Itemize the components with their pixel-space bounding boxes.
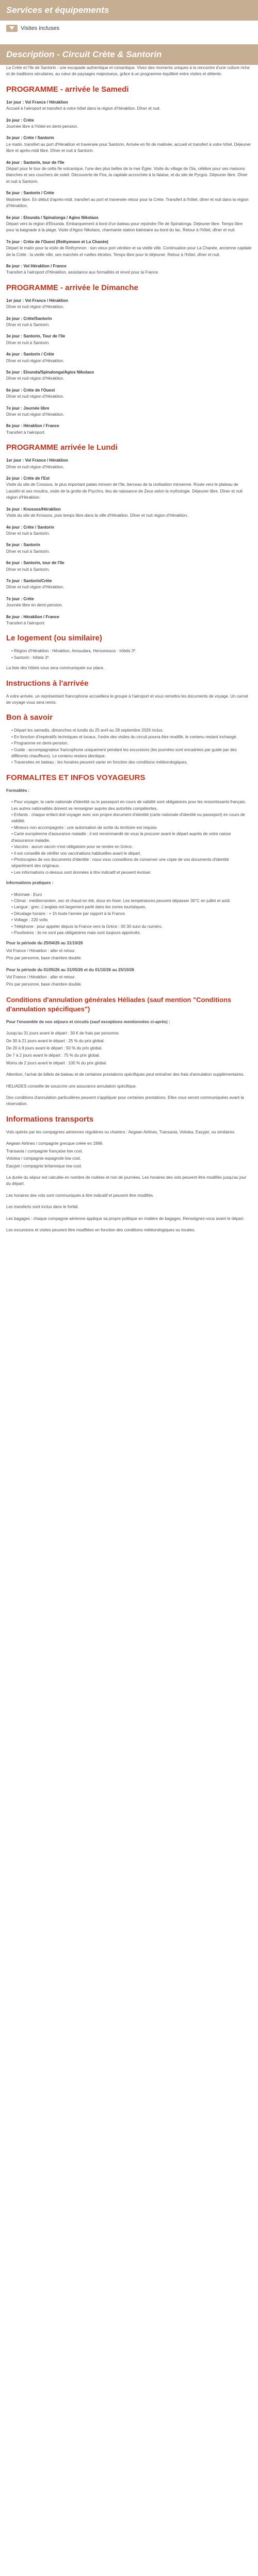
periode-text: Pour la période du 01/05/26 au 31/05/26 et du 01/10/26 au 25/10/26 — [6, 967, 135, 972]
day-text: Dîner et nuit région d'Héraklion. — [6, 464, 64, 469]
day-head: 8e jour : Héraklion / France — [6, 614, 59, 619]
day-head: 2e jour : Crète — [6, 117, 34, 123]
day-head: 8e jour : Vol Héraklion / France — [6, 263, 67, 268]
visits-toggle[interactable] — [0, 21, 258, 36]
day-head: 7e jour : Santorin/Crète — [6, 578, 52, 583]
page — [0, 0, 258, 1251]
intro-text: La Crète et l'île de Santorin : une escapade authentique et romantique. Vivez des moments uniques à la rencontre d'une culture riche et de traditions séculaires, au cœur de paysages majestueux, grâce à un programme équilibré entre visites et détente. — [6, 65, 250, 77]
day-text: Départ le matin pour la visite de Rethymnon : son vieux port vénitien et sa vieille ville. Continuation pour La Chanée, ancienne capitale de la Crète : la vieille ville, ses marchés et ruelles étroites. Temps libre pour le déjeuner. Retour à l'hôtel, dîner et nuit. — [6, 246, 252, 257]
list-item: • En fonction d'impératifs techniques et locaux, l'ordre des visites du circuit pourra être modifié, le contenu restant inchangé. — [11, 734, 252, 740]
logement-title: Le logement (ou similaire) — [6, 634, 102, 643]
day-item — [6, 476, 252, 501]
day-head: 3e jour : Crète / Santorin — [6, 135, 54, 141]
day-item — [6, 215, 252, 234]
annulation-text: Pour l'ensemble de nos séjours et circuits (sauf exceptions mentionnées ci-après) : — [6, 1019, 170, 1024]
annulation-title: Conditions d'annulation générales Héliades (sauf mention "Conditions d'annulation spécifiques") — [6, 995, 232, 1013]
day-text: Le matin, transfert au port d'Héraklion et traversée pour Santorin. Arrivée en fin de matinée, accueil et transfert à votre hôtel. Déjeuner libre et après-midi libre. Dîner et nuit à Santorin. — [6, 142, 251, 154]
day-text: Dîner et nuit région d'Héraklion. — [6, 412, 64, 417]
list-item: • Il est conseillé de vérifier vos vaccinations habituelles avant le départ. — [11, 851, 252, 857]
day-head: 4e jour : Santorin / Crète — [6, 352, 54, 357]
day-item — [6, 263, 252, 276]
day-text: Journée libre à l'hôtel en demi-pension. — [6, 124, 78, 129]
day-head: 1er jour : Vol France / Héraklion — [6, 298, 68, 303]
day-item — [6, 369, 252, 382]
list-item: • Départ les samedis, dimanches et lundis du 25 avril au 28 septembre 2026 inclus. — [11, 727, 252, 734]
periode-text: Prix par personne, base chambre double. — [6, 956, 82, 961]
day-item — [6, 333, 252, 346]
day-text: Dîner et nuit région d'Héraklion. — [6, 376, 64, 381]
day-head: 2e jour : Crète de l'Est — [6, 476, 50, 481]
day-text: Dîner et nuit à Santorin. — [6, 340, 50, 345]
day-head: 8e jour : Héraklion / France — [6, 423, 59, 429]
annulation-text: HELIADES conseille de souscrire une assurance annulation spécifique. — [6, 1083, 137, 1089]
programme-samedi — [6, 99, 252, 276]
list-item: • Santorin : hôtels 3*. — [11, 655, 252, 661]
formalites-list — [6, 799, 252, 876]
list-item: • Téléphone : pour appeler depuis la France vers la Grèce : 00 30 suivi du numéro. — [11, 924, 252, 930]
programme-samedi-title: PROGRAMME - arrivée le Samedi — [6, 84, 129, 94]
list-item: • Monnaie : Euro — [11, 892, 252, 898]
programme-lundi-title: PROGRAMME arrivée le Lundi — [6, 443, 118, 452]
day-head: 7e jour : Crète de l'Ouest (Rethymnon et La Chanée) — [6, 239, 108, 244]
list-item: • Vaccins : aucun vaccin n'est obligatoire pour se rendre en Grèce. — [11, 844, 252, 850]
day-head: 5e jour : Elounda/Spinalonga/Agios Nikolaos — [6, 370, 94, 375]
annulation-text: De 7 à 2 jours avant le départ : 75 % du prix global. — [6, 1053, 100, 1058]
day-item — [6, 596, 252, 609]
instructions-title: Instructions à l'arrivée — [6, 679, 89, 688]
bon-a-savoir-list — [6, 727, 252, 766]
periode-text: Pour la période du 25/04/26 au 31/10/26 — [6, 941, 83, 946]
day-head: 4e jour : Crète / Santorin — [6, 524, 54, 530]
transports-title: Informations transports — [6, 1114, 94, 1124]
chevron-down-icon — [6, 25, 18, 32]
programme-dimanche — [6, 298, 252, 436]
formalites-intro: Formalités : — [6, 788, 30, 793]
description-title: Description - Circuit Crète & Santorin — [0, 44, 258, 65]
day-head: 7e jour : Crète — [6, 596, 34, 601]
day-item — [6, 542, 252, 555]
day-item — [6, 239, 252, 258]
list-item: • Les informations ci-dessus sont données à titre indicatif et peuvent évoluer. — [11, 870, 252, 876]
transports-text: Easyjet / compagnie britannique low cost. — [6, 1163, 83, 1168]
list-item: • Photocopies de vos documents d'identité : nous vous conseillons de conserver une copie de vos documents d'identité séparément des originaux. — [11, 857, 252, 870]
periode-text: Vol France / Héraklion : aller et retour. — [6, 975, 76, 979]
programme-dimanche-title: PROGRAMME - arrivée le Dimanche — [6, 283, 138, 292]
day-item — [6, 117, 252, 130]
transports-block — [6, 1129, 252, 1233]
day-item — [6, 298, 252, 311]
day-text: Dîner et nuit à Santorin. — [6, 322, 50, 327]
programme-lundi — [6, 457, 252, 626]
annulation-block — [6, 1019, 252, 1108]
list-item: • Enfants : chaque enfant doit voyager avec son propre document d'identité (carte nationale d'identité ou passeport) en cours de validité. — [11, 812, 252, 825]
day-text: Journée libre en demi-pension. — [6, 603, 63, 608]
day-text: Dîner et nuit à Santorin. — [6, 531, 50, 536]
day-text: Dîner et nuit région d'Héraklion. — [6, 304, 64, 310]
day-item — [6, 457, 252, 470]
transports-text: Les excursions et visites peuvent être modifiées en fonction des conditions météorologiques ou locales. — [6, 1227, 196, 1232]
day-text: Dîner et nuit région d'Héraklion. — [6, 358, 64, 363]
day-text: Départ pour le tour de cette île volcanique, l'une des plus belles de la mer Égée. Visite du village de Oia, célèbre pour ses maisons blanches et ses couchers de soleil. Découverte de Fira, la capitale accrochée à la falaise, et du site de Pyrgos. Déjeuner libre. Dîner et nuit à Santorin. — [6, 166, 248, 184]
instructions-text: A votre arrivée, un représentant francophone accueillera le groupe à l'aéroport et vous remettra les documents de voyage. Un carnet de voyage vous sera remis. — [6, 693, 248, 705]
transports-text: Transavia / compagnie française low cost. — [6, 1148, 83, 1154]
day-head: 1er jour : Vol France / Héraklion — [6, 99, 68, 105]
description-content — [0, 65, 258, 1251]
infos-pratiques-list — [6, 892, 252, 937]
list-item: • Voltage : 220 volts — [11, 917, 252, 923]
list-item: • Traversées en bateau : les horaires peuvent varier en fonction des conditions météorologiques. — [11, 759, 252, 766]
day-item — [6, 387, 252, 400]
day-text: Dîner et nuit à Santorin. — [6, 549, 50, 554]
day-text: Départ vers la région d'Elounda. Embarquement à bord d'un bateau pour rejoindre l'île de Spinalonga. Déjeuner libre. Temps libre pour la baignade à la plage. Visite d'Agios Nikolaos, charmante station balnéaire au bord du lac. Retour à l'hôtel, dîner et nuit. — [6, 221, 243, 233]
infos-pratiques-title: Informations pratiques : — [6, 880, 54, 886]
services-title: Services et équipements — [0, 0, 258, 21]
transports-text: La durée du séjour est calculée en nombre de nuitées et non de journées. Les horaires des vols peuvent être modifiés jusqu'au jour du départ. — [6, 1175, 247, 1187]
bottom-spacer — [6, 1239, 252, 1251]
annulation-text: Jusqu'au 31 jours avant le départ : 30 € de frais par personne. — [6, 1031, 120, 1036]
bon-a-savoir-title: Bon à savoir — [6, 713, 53, 722]
day-text: Visite du site de Cnossos, le plus important palais minoen de l'île, berceau de la civilisation minoenne. Route vers le plateau de Lassithi et ses moulins, visite de la grotte de Psychro, lieu de naissance de Zeus selon la mythologie. Déjeuner libre. Dîner et nuit région d'Héraklion. — [6, 482, 243, 500]
day-item — [6, 506, 252, 519]
day-item — [6, 524, 252, 537]
formalites-title: FORMALITES ET INFOS VOYAGEURS — [6, 773, 146, 782]
day-item — [6, 405, 252, 418]
day-head: 5e jour : Santorin — [6, 543, 40, 548]
day-head: 7e jour : Journée libre — [6, 405, 50, 411]
periode-text: Vol France / Héraklion : aller et retour. — [6, 948, 76, 953]
periode-text: Prix par personne, base chambre double. — [6, 982, 82, 987]
transports-text: Volotea / compagnie espagnole low cost. — [6, 1156, 81, 1161]
day-head: 2e jour : Crète/Santorin — [6, 316, 52, 321]
transports-text: Les transferts sont inclus dans le forfait. — [6, 1205, 79, 1210]
day-text: Matinée libre. En début d'après-midi, transfert au port et traversée retour pour la Crète. Transfert à l'hôtel, dîner et nuit dans la région d'Héraklion. — [6, 197, 249, 209]
logement-list — [6, 648, 252, 661]
day-text: Transfert à l'aéroport. — [6, 430, 45, 435]
day-text: Dîner et nuit région d'Héraklion. — [6, 585, 64, 590]
day-item — [6, 351, 252, 364]
list-item: • Programme en demi-pension. — [11, 740, 252, 747]
day-head: 6e jour : Santorin, tour de l'île — [6, 561, 64, 566]
transports-text: Aegean Airlines / compagnie grecque créée en 1999. — [6, 1141, 104, 1146]
list-item: • Pour voyager, la carte nationale d'identité ou le passeport en cours de validité sont obligatoires pour les ressortissants français. Les autres nationalités doivent se renseigner auprès des autorités compétentes. — [11, 799, 252, 812]
day-item — [6, 135, 252, 154]
day-head: 6e jour : Crète de l'Ouest — [6, 387, 55, 393]
list-item: • Pourboires : ils ne sont pas obligatoires mais sont toujours appréciés. — [11, 930, 252, 936]
transports-text: Les bagages : chaque compagnie aérienne applique sa propre politique en matière de bagages. Renseignez-vous avant le départ. — [6, 1216, 245, 1221]
annulation-text: De 20 à 8 jours avant le départ : 50 % du prix global. — [6, 1046, 103, 1051]
day-item — [6, 578, 252, 591]
list-item: • Mineurs non accompagnés : une autorisation de sortie du territoire est requise. — [11, 825, 252, 831]
transports-text: Vols opérés par les compagnies aériennes régulières ou charters : Aegean Airlines, Transavia, Volotea, Easyjet, ou similaires. — [6, 1129, 236, 1134]
list-item: • Langue : grec. L'anglais est largement parlé dans les zones touristiques. — [11, 904, 252, 910]
day-head: 4e jour : Santorin, tour de l'île — [6, 160, 64, 165]
day-item — [6, 560, 252, 573]
day-text: Dîner et nuit à Santorin. — [6, 567, 50, 572]
day-item — [6, 316, 252, 329]
day-text: Transfert à l'aéroport. — [6, 620, 45, 625]
day-head: 1er jour : Vol France / Héraklion — [6, 458, 68, 463]
day-text: Dîner et nuit région d'Héraklion. — [6, 394, 64, 399]
day-head: 6e jour : Elounda / Spinalonga / Agios Nikolaos — [6, 215, 99, 220]
annulation-text: Des conditions d'annulation particulières peuvent s'appliquer pour certaines prestations. Elles vous seront communiquées avant la réservation. — [6, 1095, 244, 1107]
visits-toggle-label: Visites incluses — [21, 25, 59, 31]
annulation-text: Moins de 2 jours avant le départ : 100 % du prix global. — [6, 1060, 107, 1065]
annulation-text: Attention, l'achat de billets de bateau et de certaines prestations spécifiques peut entraîner des frais d'annulation supplémentaires. — [6, 1072, 245, 1077]
list-item: • Carte européenne d'assurance maladie : il est recommandé de vous la procurer avant le départ auprès de votre caisse d'assurance maladie. — [11, 831, 252, 844]
day-item — [6, 423, 252, 436]
day-head: 5e jour : Santorin / Crète — [6, 191, 54, 196]
transports-text: Les horaires des vols sont communiqués à titre indicatif et peuvent être modifiés. — [6, 1193, 154, 1198]
day-head: 3e jour : Santorin, Tour de l'île — [6, 334, 66, 339]
day-item — [6, 614, 252, 627]
annulation-text: De 30 à 21 jours avant le départ : 25 % du prix global. — [6, 1038, 105, 1043]
logement-note: La liste des hôtels vous sera communiquée sur place. — [6, 666, 105, 671]
day-item — [6, 190, 252, 209]
list-item: • Climat : méditerranéen, sec et chaud en été, doux en hiver. Les températures peuvent dépasser 30°C en juillet et août. — [11, 898, 252, 904]
periodes-block — [6, 940, 252, 988]
day-item — [6, 99, 252, 112]
day-text: Visite du site de Knossos, puis temps libre dans la ville d'Héraklion. Dîner et nuit région d'Héraklion. — [6, 513, 188, 518]
day-text: Accueil à l'aéroport et transfert à votre hôtel dans la région d'Héraklion. Dîner et nuit. — [6, 106, 161, 111]
list-item: • Région d'Héraklion : Héraklion, Amoudara, Hersonissos - hôtels 3*. — [11, 648, 252, 654]
day-head: 3e jour : Knossos/Héraklion — [6, 506, 61, 512]
day-item — [6, 160, 252, 185]
list-item: • Décalage horaire : + 1h toute l'année par rapport à la France. — [11, 911, 252, 917]
day-text: Transfert à l'aéroport d'Héraklion, assistance aux formalités et envol pour la France. — [6, 270, 159, 275]
list-item: • Guide : accompagnateur francophone uniquement pendant les excursions (les journées sont encadrées par guide par des différents chauffeurs). Le contenu restera identique. — [11, 747, 252, 760]
